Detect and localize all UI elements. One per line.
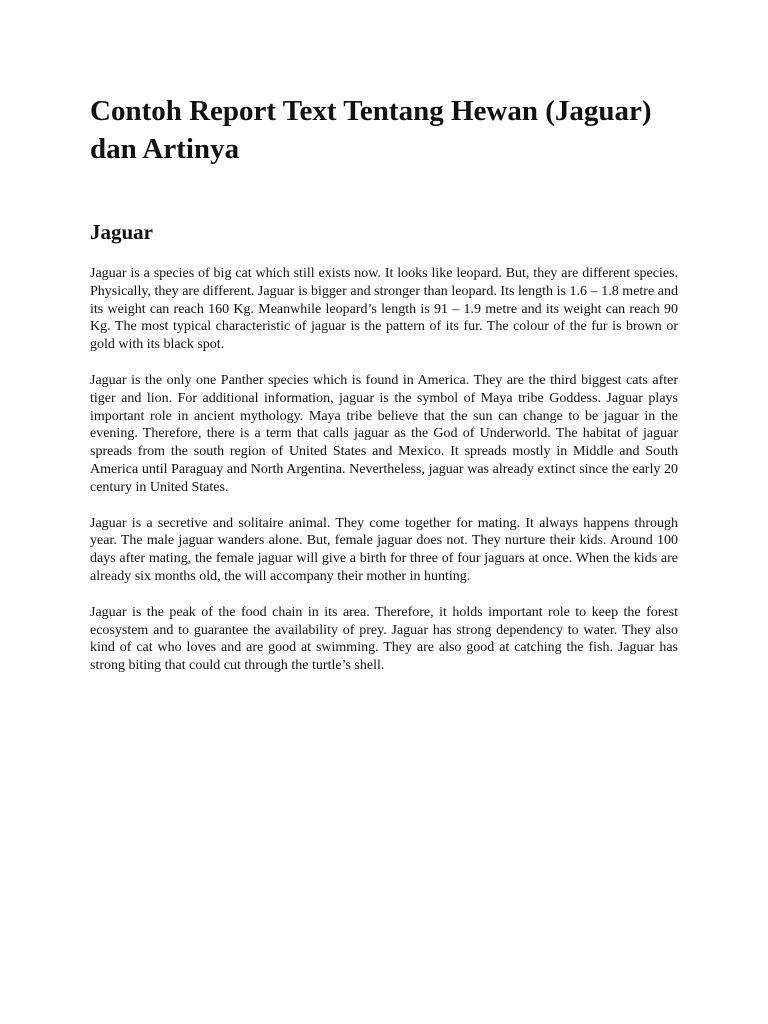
paragraph-behavior: Jaguar is a secretive and solitaire animal. They come together for mating. It always happens through year. The male jaguar wanders alone. But, female jaguar does not. They nurture their kids. Around 100 days after mating, the female jaguar will give a birth for three of four jaguars at once. When the kids are already six months old, the will accompany their mother in hunting.: [90, 515, 678, 584]
document-title: Contoh Report Text Tentang Hewan (Jaguar) dan Artinya: [90, 95, 652, 165]
paragraph-ecology: Jaguar is the peak of the food chain in its area. Therefore, it holds important role to keep the forest ecosystem and to guarantee the availability of prey. Jaguar has strong dependency to water. They also kind of cat who loves and are good at swimming. They are also good at catching the fish. Jaguar has strong biting that could cut through the turtle’s shell.: [90, 604, 678, 674]
document-body: [90, 92, 678, 675]
paragraph-description: Jaguar is a species of big cat which still exists now. It looks like leopard. But, they are different species. Physically, they are different. Jaguar is bigger and stronger than leopard. Its length is 1.6 – 1.8 metre and its weight can reach 160 Kg. Meanwhile leopard’s length is 91 – 1.9 metre and its weight can reach 90 Kg. The most typical characteristic of jaguar is the pattern of its fur. The colour of the fur is brown or gold with its black spot.: [90, 266, 678, 353]
section-heading: Jaguar: [90, 220, 153, 244]
paragraph-habitat: Jaguar is the only one Panther species which is found in America. They are the third biggest cats after tiger and lion. For additional information, jaguar is the symbol of Maya tribe Goddess. Jaguar plays important role in ancient mythology. Maya tribe believe that the sun can change to be jaguar in the evening. Therefore, there is a term that calls jaguar as the God of Underworld. The habitat of jaguar spreads from the south region of United States and Mexico. It spreads mostly in Middle and South America until Paraguay and North Argentina. Nevertheless, jaguar was already extinct since the early 20 century in United States.: [90, 372, 678, 495]
